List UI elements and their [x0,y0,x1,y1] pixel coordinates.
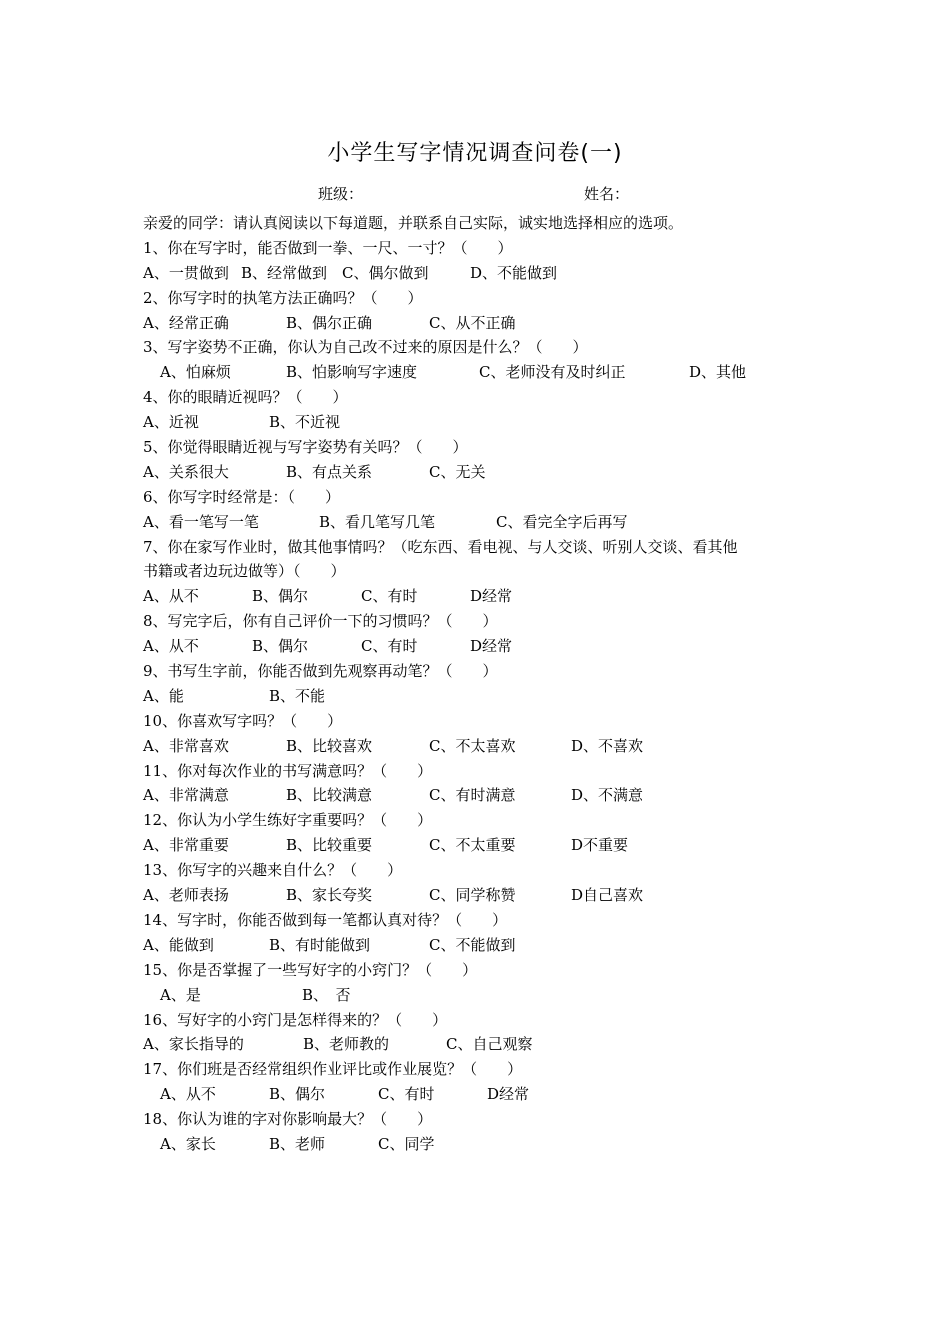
option: C、有时满意 [429,786,516,805]
question-12: 12、你认为小学生练好字重要吗？（ ） [143,811,433,830]
option: B、比较喜欢 [286,736,373,755]
option: A、从不 [160,1085,216,1104]
option: B、看几笔写几笔 [319,512,436,531]
option: B、偶尔正确 [286,313,373,332]
option: B、有点关系 [286,462,373,481]
intro-text: 亲爱的同学：请认真阅读以下每道题，并联系自己实际，诚实地选择相应的选项。 [143,214,684,232]
question-7-options [143,584,823,609]
option: B、偶尔 [269,1085,326,1104]
option: C、偶尔做到 [342,263,429,282]
question-4-options [143,410,823,435]
question-2: 2、你写字时的执笔方法正确吗？（ ） [143,288,423,307]
option: D经常 [470,637,513,656]
option: A、非常满意 [143,786,229,805]
option: A、能 [143,686,184,705]
option: C、不能做到 [429,935,516,954]
option: D、不满意 [571,786,644,805]
option: B、老师 [269,1134,326,1153]
question-9-options [143,684,823,709]
option: C、老师没有及时纠正 [479,363,626,382]
option: D不重要 [571,836,629,855]
option: B、比较满意 [286,786,373,805]
question-6-options [143,510,823,535]
option: A、关系很大 [143,462,229,481]
question-13: 13、你写字的兴趣来自什么？（ ） [143,861,403,880]
question-12-options [143,833,823,858]
option: C、不太重要 [429,836,516,855]
option: B、有时能做到 [269,935,371,954]
option: D、不能做到 [470,263,558,282]
question-7-continued: 书籍或者边玩边做等）（ ） [143,562,346,581]
option: C、不太喜欢 [429,736,516,755]
class-label: 班级： [318,185,364,203]
question-13-options [143,883,823,908]
page-title: 小学生写字情况调查问卷(一) [327,141,623,166]
option: D、不喜欢 [571,736,644,755]
question-17-options [143,1082,823,1107]
option: C、自己观察 [446,1035,533,1054]
option: C、有时 [361,587,418,606]
question-11: 11、你对每次作业的书写满意吗？（ ） [143,761,433,780]
option: A、看一笔写一笔 [143,512,259,531]
option: C、看完全字后再写 [496,512,628,531]
question-14-options [143,933,823,958]
option: A、非常重要 [143,836,229,855]
option: A、从不 [143,587,199,606]
question-15-options [143,983,823,1008]
question-6: 6、你写字时经常是：（ ） [143,487,341,506]
option: C、同学 [378,1134,435,1153]
option: A、从不 [143,637,199,656]
option: B、偶尔 [252,637,309,656]
question-7: 7、你在家写作业时，做其他事情吗？（吃东西、看电视、与人交谈、听别人交谈、看其他 [143,537,738,556]
option: B、 否 [302,985,351,1004]
question-15: 15、你是否掌握了一些写好字的小窍门？（ ） [143,960,478,979]
question-18: 18、你认为谁的字对你影响最大？（ ） [143,1110,433,1129]
option: A、经常正确 [143,313,229,332]
question-1: 1、你在写字时，能否做到一拳、一尺、一寸？（ ） [143,238,513,257]
option: C、同学称赞 [429,886,516,905]
option: A、非常喜欢 [143,736,229,755]
option: A、怕麻烦 [160,363,231,382]
option: D自己喜欢 [571,886,644,905]
option: B、怕影响写字速度 [286,363,418,382]
question-10: 10、你喜欢写字吗？（ ） [143,711,343,730]
option: A、家长 [160,1134,216,1153]
option: B、老师教的 [303,1035,390,1054]
question-17: 17、你们班是否经常组织作业评比或作业展览？（ ） [143,1060,523,1079]
name-label: 姓名： [584,185,630,203]
option: C、有时 [361,637,418,656]
question-16: 16、写好字的小窍门是怎样得来的？（ ） [143,1010,448,1029]
option: C、无关 [429,462,486,481]
question-8: 8、写完字后，你有自己评价一下的习惯吗？（ ） [143,612,498,631]
question-8-options [143,634,823,659]
question-18-options [143,1132,823,1157]
option: A、家长指导的 [143,1035,244,1054]
option: D经常 [470,587,513,606]
question-4: 4、你的眼睛近视吗？（ ） [143,388,348,407]
question-14: 14、写字时，你能否做到每一笔都认真对待？（ ） [143,910,508,929]
option: B、经常做到 [241,263,328,282]
question-16-options [143,1032,823,1057]
option: C、从不正确 [429,313,516,332]
questionnaire-body [143,211,823,1157]
option: B、不能 [269,686,326,705]
question-9: 9、书写生字前，你能否做到先观察再动笔？（ ） [143,662,498,681]
question-2-options [143,311,823,336]
option: D、其他 [689,363,747,382]
question-5: 5、你觉得眼睛近视与写字姿势有关吗？（ ） [143,438,468,457]
option: A、老师表扬 [143,886,229,905]
question-1-options [143,261,823,286]
question-5-options [143,460,823,485]
option: D经常 [487,1085,530,1104]
question-10-options [143,734,823,759]
question-3: 3、写字姿势不正确，你认为自己改不过来的原因是什么？（ ） [143,338,588,357]
option: B、不近视 [269,413,341,432]
option: B、偶尔 [252,587,309,606]
question-3-options [143,360,823,385]
option: B、比较重要 [286,836,373,855]
option: A、一贯做到 [143,263,229,282]
question-11-options [143,783,823,808]
option: A、近视 [143,413,199,432]
option: B、家长夸奖 [286,886,373,905]
option: A、能做到 [143,935,214,954]
option: A、是 [160,985,201,1004]
option: C、有时 [378,1085,435,1104]
